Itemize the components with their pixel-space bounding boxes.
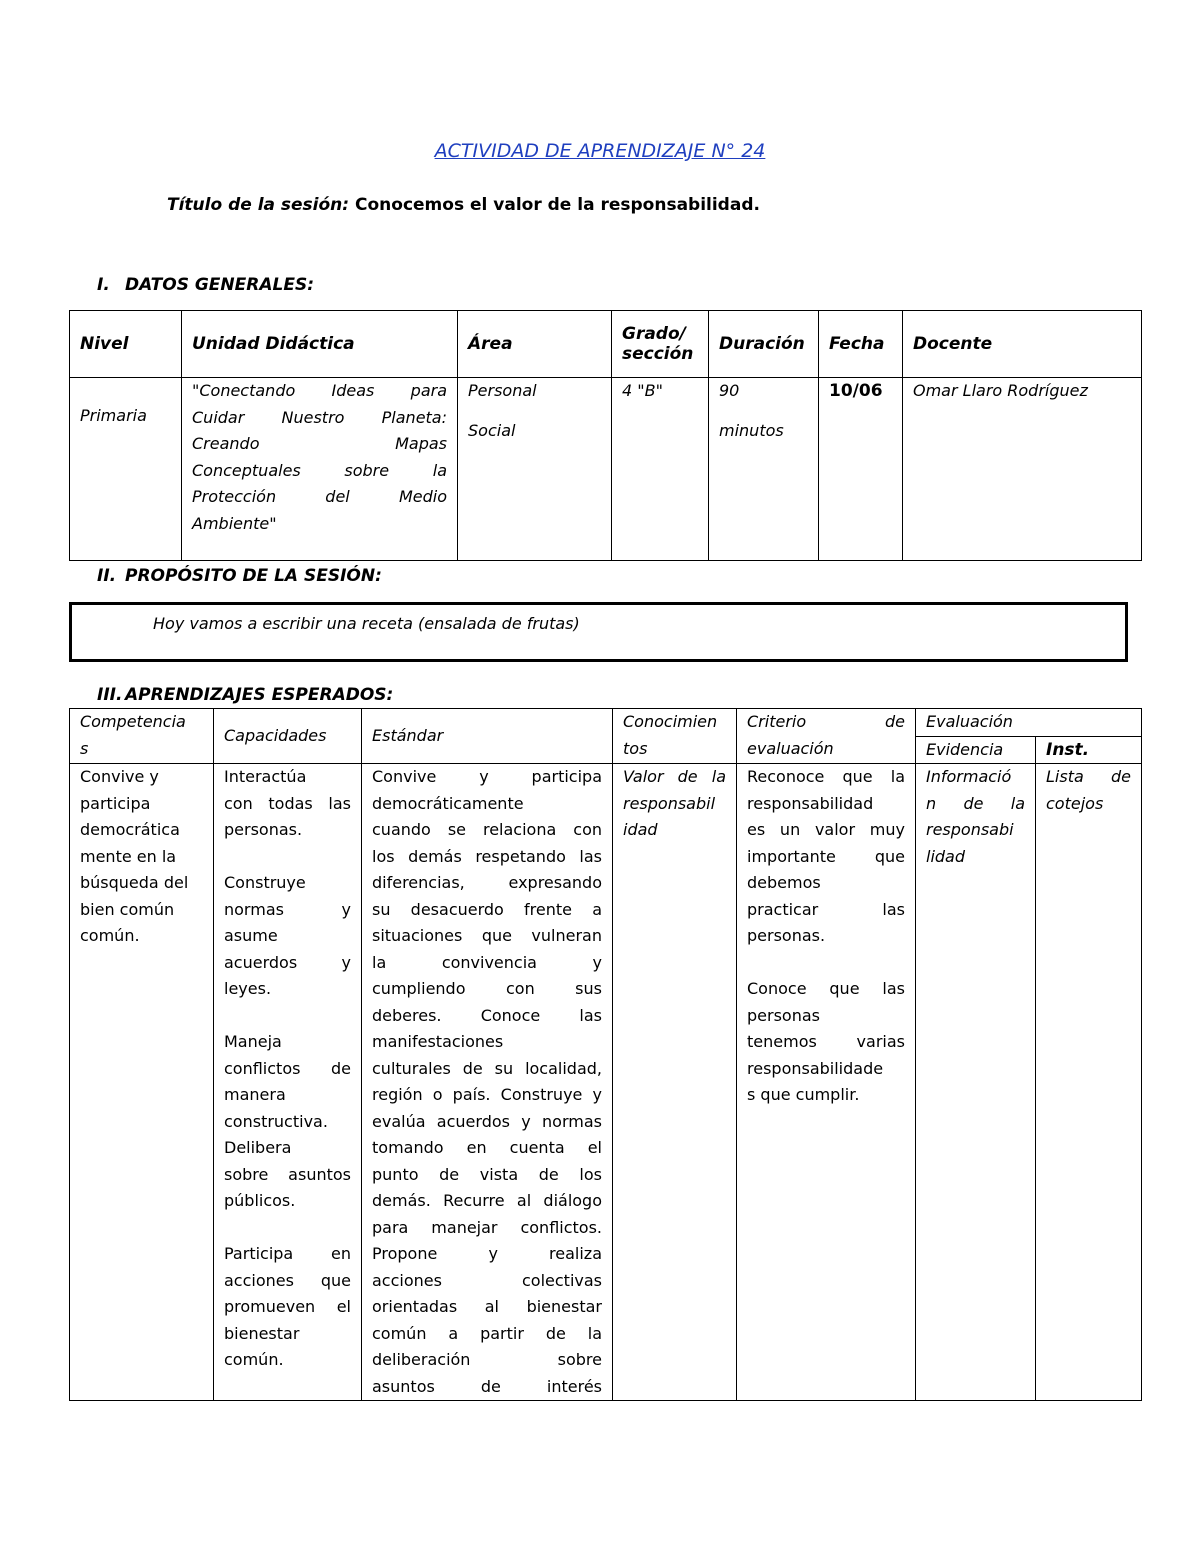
cell-area: Personal Social	[458, 378, 612, 561]
section-label: DATOS GENERALES:	[125, 275, 314, 295]
cell-duracion: 90 minutos	[709, 378, 819, 561]
cell-estandar: Convive y participa democráticamente cuando se relaciona con los demás respetando las diferencias, expresando su desacuerdo frente a situaciones que vulneran la convivencia y cumpliendo con sus deberes. Conoce las manifestaciones culturales de su localidad, región o país. Construye y evalúa acuerdos y normas tomando en cuenta el punto de vista de los demás. Recurre al diálogo para manejar conflictos. Propone y realiza acciones colectivas orientadas al bienestar común a partir de la deliberación sobre asuntos de interés	[362, 764, 613, 1401]
expected-learning-table	[69, 708, 1142, 1401]
section-number: III.	[97, 685, 123, 705]
cell-grado: 4 "B"	[612, 378, 709, 561]
section-heading-expected	[97, 685, 393, 705]
session-title	[167, 195, 760, 215]
cell-unidad: "Conectando Ideas para Cuidar Nuestro Planeta: Creando Mapas Conceptuales sobre la Protección del Medio Ambiente"	[182, 378, 458, 561]
header-competencias: Competencia s	[70, 709, 214, 764]
header-capacidades: Capacidades	[214, 709, 362, 764]
table-header-row	[70, 311, 1142, 378]
header-area: Área	[458, 311, 612, 378]
session-title-value: Conocemos el valor de la responsabilidad.	[355, 195, 760, 215]
table-header-row	[70, 709, 1142, 737]
header-docente: Docente	[903, 311, 1142, 378]
table-row	[70, 378, 1142, 561]
purpose-text: Hoy vamos a escribir una receta (ensalada de frutas)	[153, 614, 580, 633]
section-label: PROPÓSITO DE LA SESIÓN:	[125, 566, 382, 586]
cell-evidencia: Informació n de la responsabi lidad	[916, 764, 1036, 1401]
header-fecha: Fecha	[819, 311, 903, 378]
header-conocimientos: Conocimien tos	[613, 709, 737, 764]
header-unidad: Unidad Didáctica	[182, 311, 458, 378]
cell-inst: Lista de cotejos	[1036, 764, 1142, 1401]
section-label: APRENDIZAJES ESPERADOS:	[125, 685, 394, 705]
header-evidencia: Evidencia	[916, 736, 1036, 764]
header-estandar: Estándar	[362, 709, 613, 764]
header-evaluacion: Evaluación	[916, 709, 1142, 737]
section-heading-purpose	[97, 566, 382, 586]
cell-fecha: 10/06	[819, 378, 903, 561]
section-number: II.	[97, 566, 117, 586]
header-inst: Inst.	[1036, 736, 1142, 764]
general-data-table	[69, 310, 1142, 561]
cell-competencia: Convive y participa democrática mente en la búsqueda del bien común común.	[70, 764, 214, 1401]
session-title-label: Título de la sesión:	[167, 195, 350, 215]
cell-nivel: Primaria	[70, 378, 182, 561]
header-grado: Grado/ sección	[612, 311, 709, 378]
document-title: ACTIVIDAD DE APRENDIZAJE N° 24	[434, 140, 766, 162]
table-row	[70, 764, 1142, 1401]
header-criterio: Criterio de evaluación	[737, 709, 916, 764]
cell-capacidades: Interactúa con todas las personas. Construye normas y asume acuerdos y leyes. Maneja conflictos de manera constructiva. Delibera sobre asuntos públicos. Participa en acciones que promueven el bienestar común.	[214, 764, 362, 1401]
cell-criterio: Reconoce que la responsabilidad es un valor muy importante que debemos practicar las personas. Conoce que las personas tenemos varias responsabilidade s que cumplir.	[737, 764, 916, 1401]
cell-conocimientos: Valor de la responsabil idad	[613, 764, 737, 1401]
header-nivel: Nivel	[70, 311, 182, 378]
cell-docente: Omar Llaro Rodríguez	[903, 378, 1142, 561]
section-number: I.	[97, 275, 110, 295]
header-duracion: Duración	[709, 311, 819, 378]
section-heading-general	[97, 275, 314, 295]
